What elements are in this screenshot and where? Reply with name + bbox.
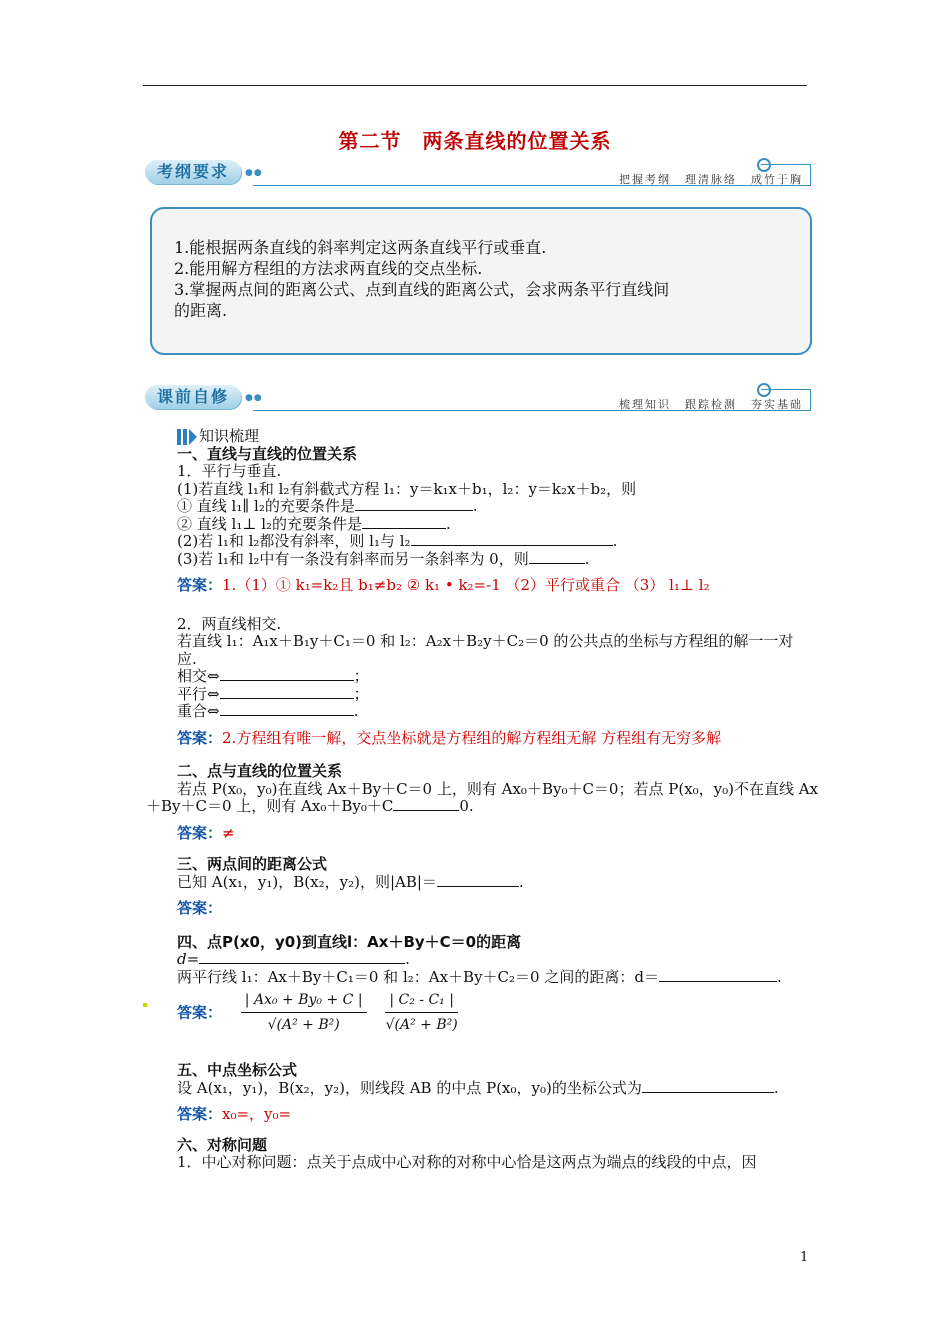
answer-label: 答案： xyxy=(177,728,223,747)
answer-text: 2.方程组有唯一解，交点坐标就是方程组的解方程组无解 方程组有无穷多解 xyxy=(222,728,722,747)
ring-icon xyxy=(757,383,771,397)
dots-icon: ●● xyxy=(245,393,263,403)
answer-label: 答案： xyxy=(177,576,223,594)
header-rule xyxy=(143,85,807,86)
requirement-item: 的距离. xyxy=(174,301,228,320)
answer-label: 答案： xyxy=(177,1105,223,1123)
section-heading: 一、直线与直线的位置关系 xyxy=(177,444,358,463)
requirement-item: 1.能根据两条直线的斜率判定这两条直线平行或垂直. xyxy=(174,238,547,257)
answer-label: 答案： xyxy=(177,823,223,842)
banner-subtitle: 梳理知识 跟踪检测 夯实基础 xyxy=(619,398,803,411)
answer-text: ≠ xyxy=(222,823,235,842)
distance-formula: $\frac{\text{| Ax₀ + By₀ + C |}}{\text{√(A² + B²)}}$ xyxy=(241,992,367,1034)
page-title: 第二节 两条直线的位置关系 xyxy=(338,129,612,153)
dots-icon: ●● xyxy=(245,168,263,178)
marker-dot xyxy=(143,1003,147,1007)
requirement-item: 2.能用解方程组的方法求两直线的交点坐标. xyxy=(174,259,483,278)
section-heading: 三、两点间的距离公式 xyxy=(177,855,328,873)
knowledge-icon xyxy=(177,429,199,445)
banner-tag: 课前自修 xyxy=(145,385,241,409)
section-heading: 四、点P(x0，y0)到直线l：Ax＋By＋C＝0的距离 xyxy=(177,932,522,951)
answer-label: 答案： xyxy=(177,1003,223,1022)
content: 知识梳理 一、直线与直线的位置关系 1．平行与垂直. (1)若直线 l₁和 l₂有斜截式方程 l₁：y＝k₁x＋b₁，l₂：y＝k₂x＋b₂，则 ① 直线 l₁∥ l₂的充要条件是 . ② 直线 l₁⊥ l₂的充要条件是 . (2)若 l₁和 l₂都没有斜率，则 l₁与 l₂ . (3)若 l₁和 l₂中有一条没有斜率而另一条斜率为 0，则 . 答案：1.（1）① k₁=k₂且 b₁≠b₂ ② k₁ • k₂=-1 （2）平行或重合 （3） l₁⊥ l₂ 2．两直线相交. 若直线 l₁：A₁x＋B₁y＋C₁＝0 和 l₂：A₂x＋B₂y＋C₂＝0 的公共点的坐标与方程组的解一一对 应. 相交⇔ ； 平行⇔ ； 重合⇔ . 答案：2.方程组有唯一解，交点坐标就是方程组的解方程组无解 方程组有无穷多解 二、点与直线的位置关系 若点 P(x₀，y₀)在直线 Ax＋By＋C＝0 上，则有 Ax₀＋By₀＋C＝0；若点 P(x₀，y₀)不在直线 Ax ＋By＋C＝0 上，则有 Ax₀＋By₀＋C 0. 答案：≠ 三、两点间的距离公式 已知 A(x₁，y₁)，B(x₂，y₂)，则|AB|＝ . 答案： 四、点P(x0，y0)到直线l：Ax＋By＋C＝0的距离 d= . 两平行线 l₁：Ax＋By＋C₁＝0 和 l₂：Ax＋By＋C₂＝0 之间的距离：d＝ . 答案： $\frac{\text{| Ax₀ + By₀ + C |}}{\text{√(A² + B²)}}$ $\frac{\text{| C₂ - C₁ |}}{\text{√(A² + B²)}}$ 五、中点坐标公式 设 A(x₁，y₁)，B(x₂，y₂)，则线段 AB 的中点 P(x₀，y₀)的坐标公式为 . 答案：x₀=，y₀= 六、对称问题 1．中心对称问题：点关于点成中心对称的对称中心恰是这两点为端点的线段的中点，因 xyxy=(146,427,819,1171)
banner-tag: 考纲要求 xyxy=(145,160,241,184)
banner-preview xyxy=(143,383,811,413)
answer-text: 1.（1）① k₁=k₂且 b₁≠b₂ ② k₁ • k₂=-1 （2）平行或重合 （3） l₁⊥ l₂ xyxy=(222,576,710,594)
section-heading: 五、中点坐标公式 xyxy=(177,1061,298,1079)
requirements-box xyxy=(150,207,812,355)
answer-label: 答案： xyxy=(177,899,223,917)
parallel-distance-formula: $\frac{\text{| C₂ - C₁ |}}{\text{√(A² + B²)}}$ xyxy=(385,992,458,1033)
section-heading: 二、点与直线的位置关系 xyxy=(177,762,343,780)
ring-icon xyxy=(757,158,771,172)
answer-text: x₀=，y₀= xyxy=(222,1105,292,1123)
section-heading: 六、对称问题 xyxy=(177,1135,268,1154)
page-number: 1 xyxy=(800,1250,809,1265)
requirement-item: 3.掌握两点间的距离公式、点到直线的距离公式，会求两条平行直线间 xyxy=(174,280,670,299)
knowledge-heading: 知识梳理 xyxy=(177,428,812,446)
banner-subtitle: 把握考纲 理清脉络 成竹于胸 xyxy=(619,173,803,186)
banner-exam-requirements xyxy=(143,158,811,188)
